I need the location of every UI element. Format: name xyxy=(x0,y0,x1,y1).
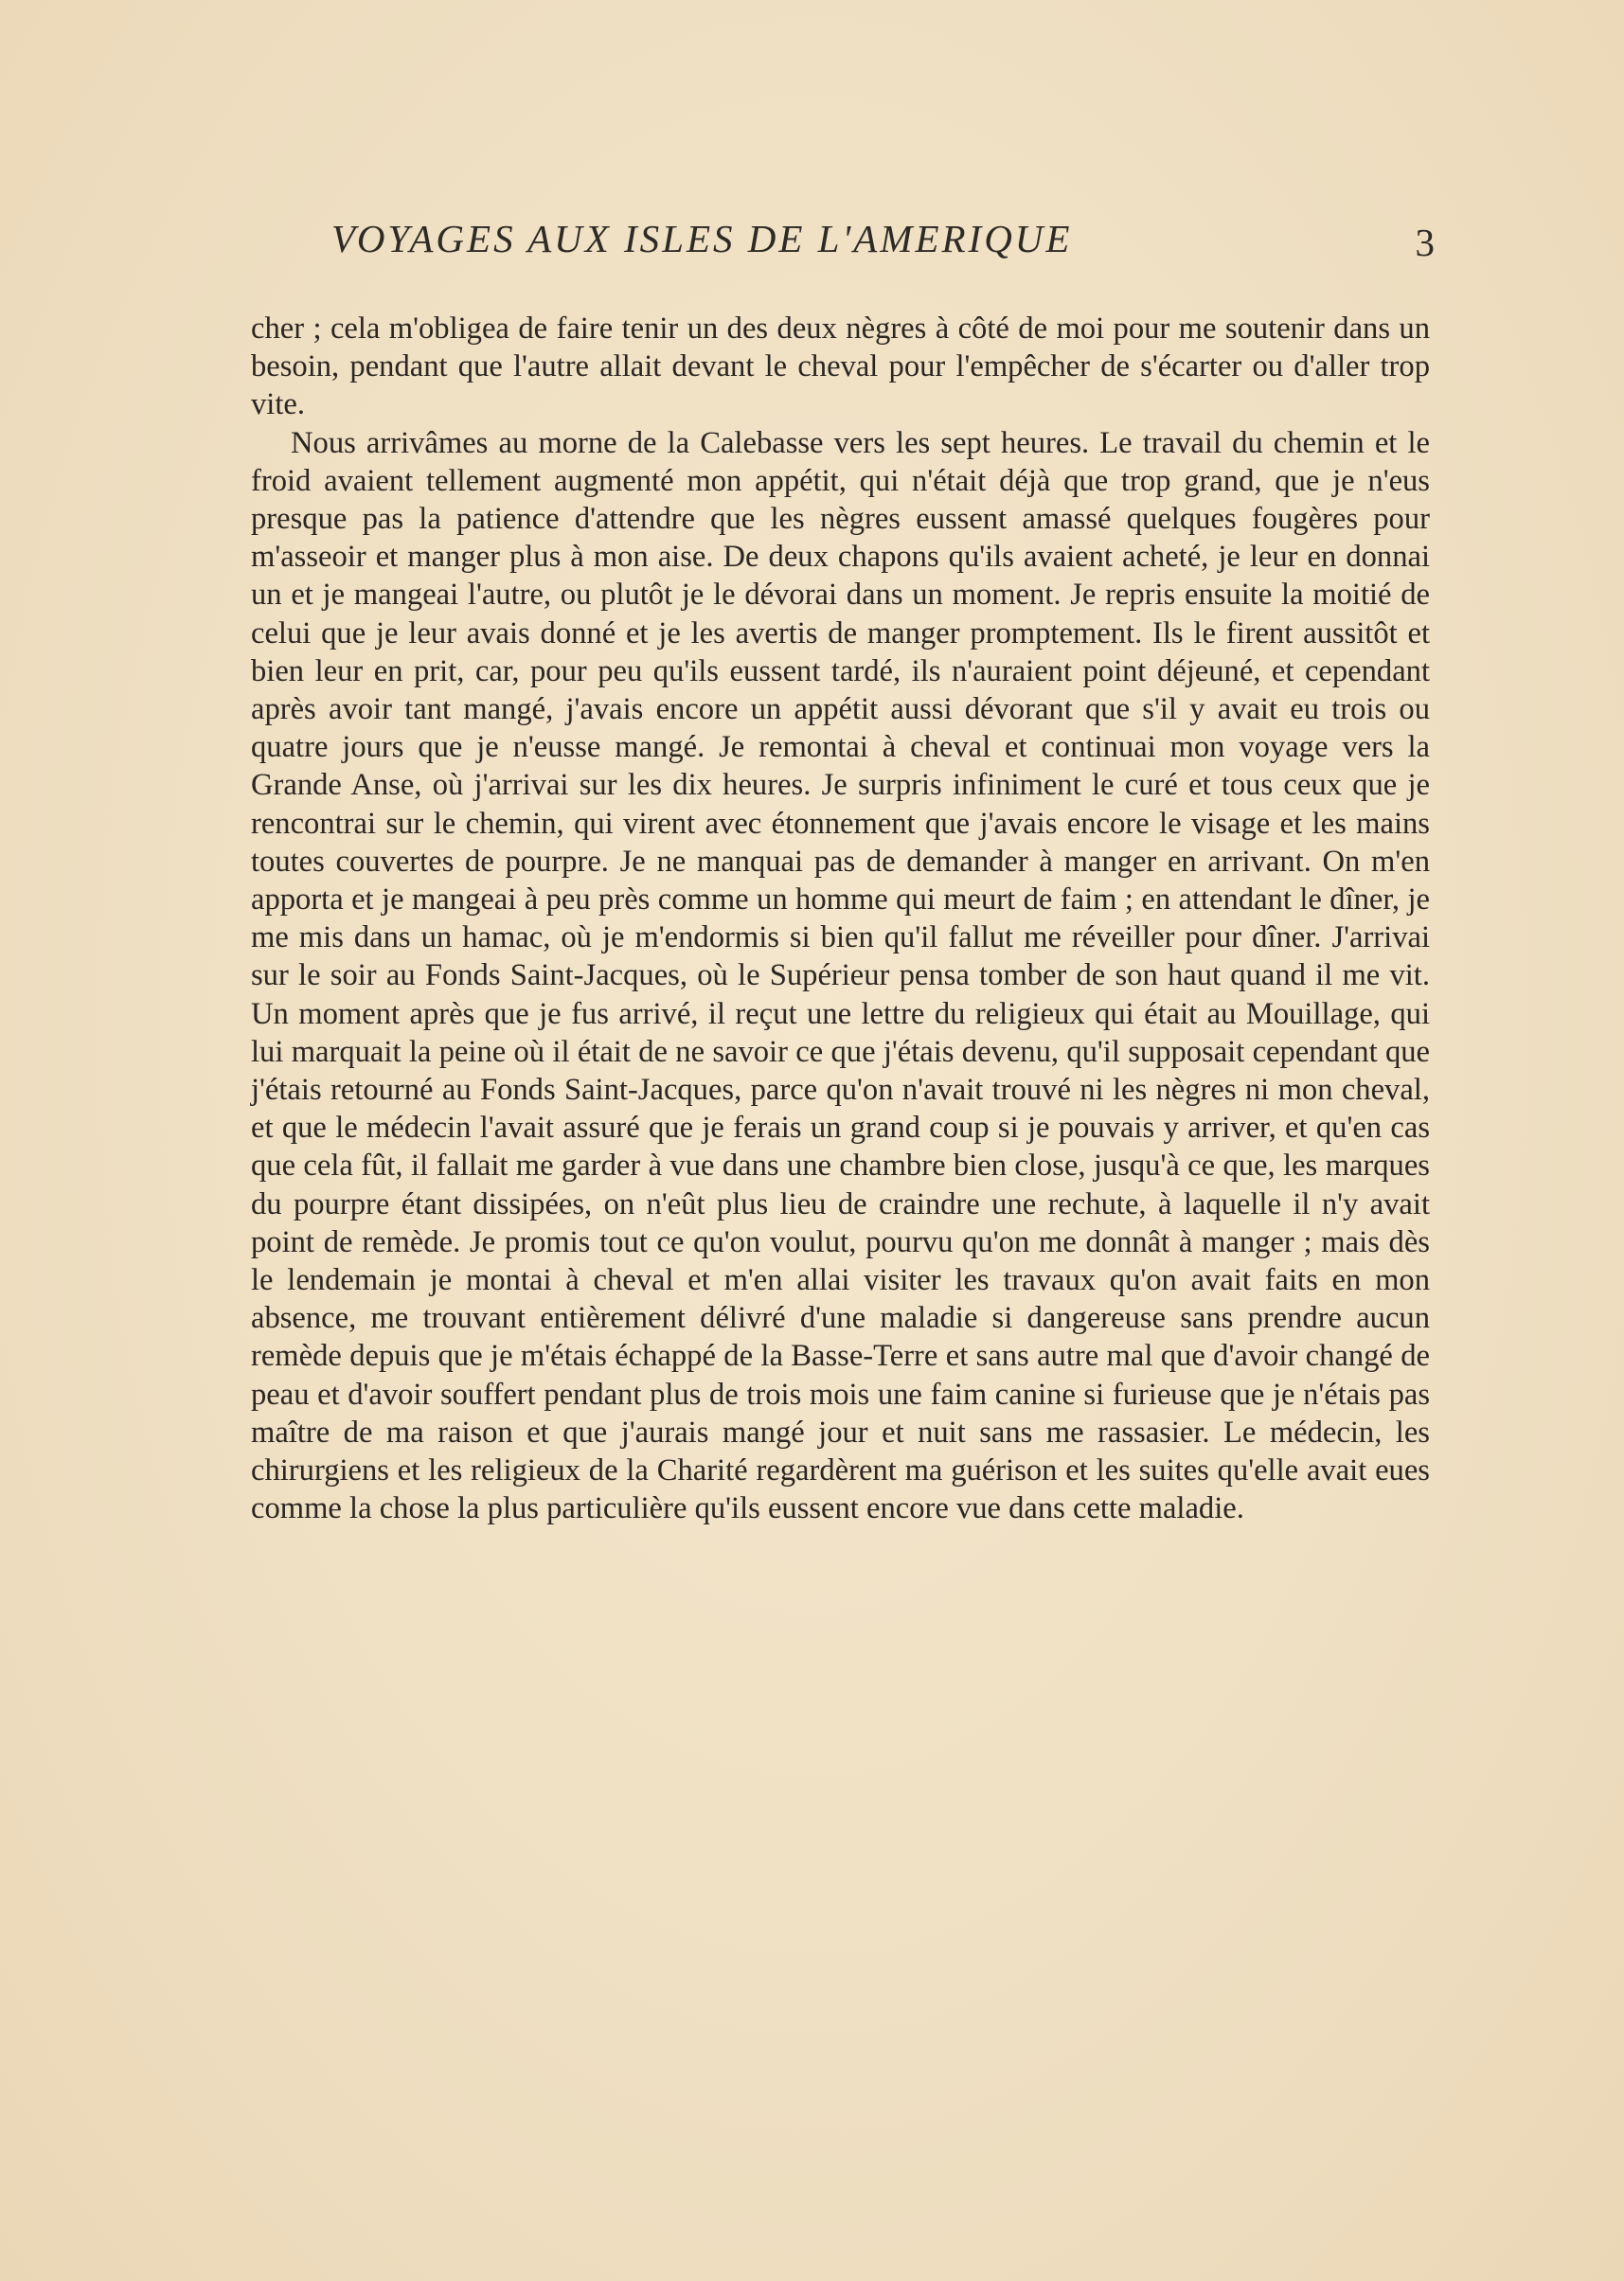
body-text xyxy=(251,310,1430,1528)
paragraph: cher ; cela m'obligea de faire tenir un des deux nègres à côté de moi pour me soutenir dans un besoin, pendant que l'autre allait devant le cheval pour l'empêcher de s'écarter ou d'aller trop vite. xyxy=(251,312,1430,422)
running-head xyxy=(331,216,1435,273)
paragraph: Nous arrivâmes au morne de la Calebasse vers les sept heures. Le travail du chemin et le froid avaient tellement augmenté mon appétit, qui n'était déjà que trop grand, que je n'eus presque pas la patience d'attendre que les nègres eussent amassé quelques fougères pour m'asseoir et manger plus à mon aise. De deux chapons qu'ils avaient acheté, je leur en donnai un et je mangeai l'autre, ou plutôt je le dévorai dans un moment. Je repris ensuite la moitié de celui que je leur avais donné et je les avertis de manger promptement. Ils le firent aussitôt et bien leur en prit, car, pour peu qu'ils eussent tardé, ils n'auraient point déjeuné, et cependant après avoir tant mangé, j'avais encore un appétit aussi dévorant que s'il y avait eu trois ou quatre jours que je n'eusse mangé. Je remontai à cheval et continuai mon voyage vers la Grande Anse, où j'arrivai sur les dix heures. Je surpris infiniment le curé et tous ceux que je rencontrai sur le chemin, qui virent avec étonnement que j'avais encore le visage et les mains toutes couvertes de pourpre. Je ne manquai pas de demander à manger en arrivant. On m'en apporta et je mangeai à peu près comme un homme qui meurt de faim ; en attendant le dîner, je me mis dans un hamac, où je m'endormis si bien qu'il fallut me réveiller pour dîner. J'arrivai sur le soir au Fonds Saint-Jacques, où le Supérieur pensa tomber de son haut quand il me vit. Un moment après que je fus arrivé, il reçut une lettre du religieux qui était au Mouillage, qui lui marquait la peine où il était de ne savoir ce que j'étais devenu, qu'il supposait cependant que j'étais retourné au Fonds Saint-Jacques, parce qu'on n'avait trouvé ni les nègres ni mon cheval, et que le médecin l'avait assuré que je ferais un grand coup si je pouvais y arriver, et qu'en cas que cela fût, il fallait me garder à vue dans une chambre bien close, jusqu'à ce que, les marques du pourpre étant dissipées, on n'eût plus lieu de craindre une rechute, à laquelle il n'y avait point de remède. Je promis tout ce qu'on voulut, pourvu qu'on me donnât à manger ; mais dès le lendemain je montai à cheval et m'en allai visiter les travaux qu'on avait faits en mon absence, me trouvant entièrement délivré d'une maladie si dangereuse sans prendre aucun remède depuis que je m'étais échappé de la Basse-Terre et sans autre mal que d'avoir changé de peau et d'avoir souffert pendant plus de trois mois une faim canine si furieuse que je n'étais pas maître de ma raison et que j'aurais mangé jour et nuit sans me rassasier. Le médecin, les chirurgiens et les religieux de la Charité regardèrent ma guérison et les suites qu'elle avait eues comme la chose la plus particulière qu'ils eussent encore vue dans cette maladie. xyxy=(251,425,1430,1526)
running-title: VOYAGES AUX ISLES DE L'AMERIQUE xyxy=(331,217,1073,260)
page-number: 3 xyxy=(1415,221,1435,264)
